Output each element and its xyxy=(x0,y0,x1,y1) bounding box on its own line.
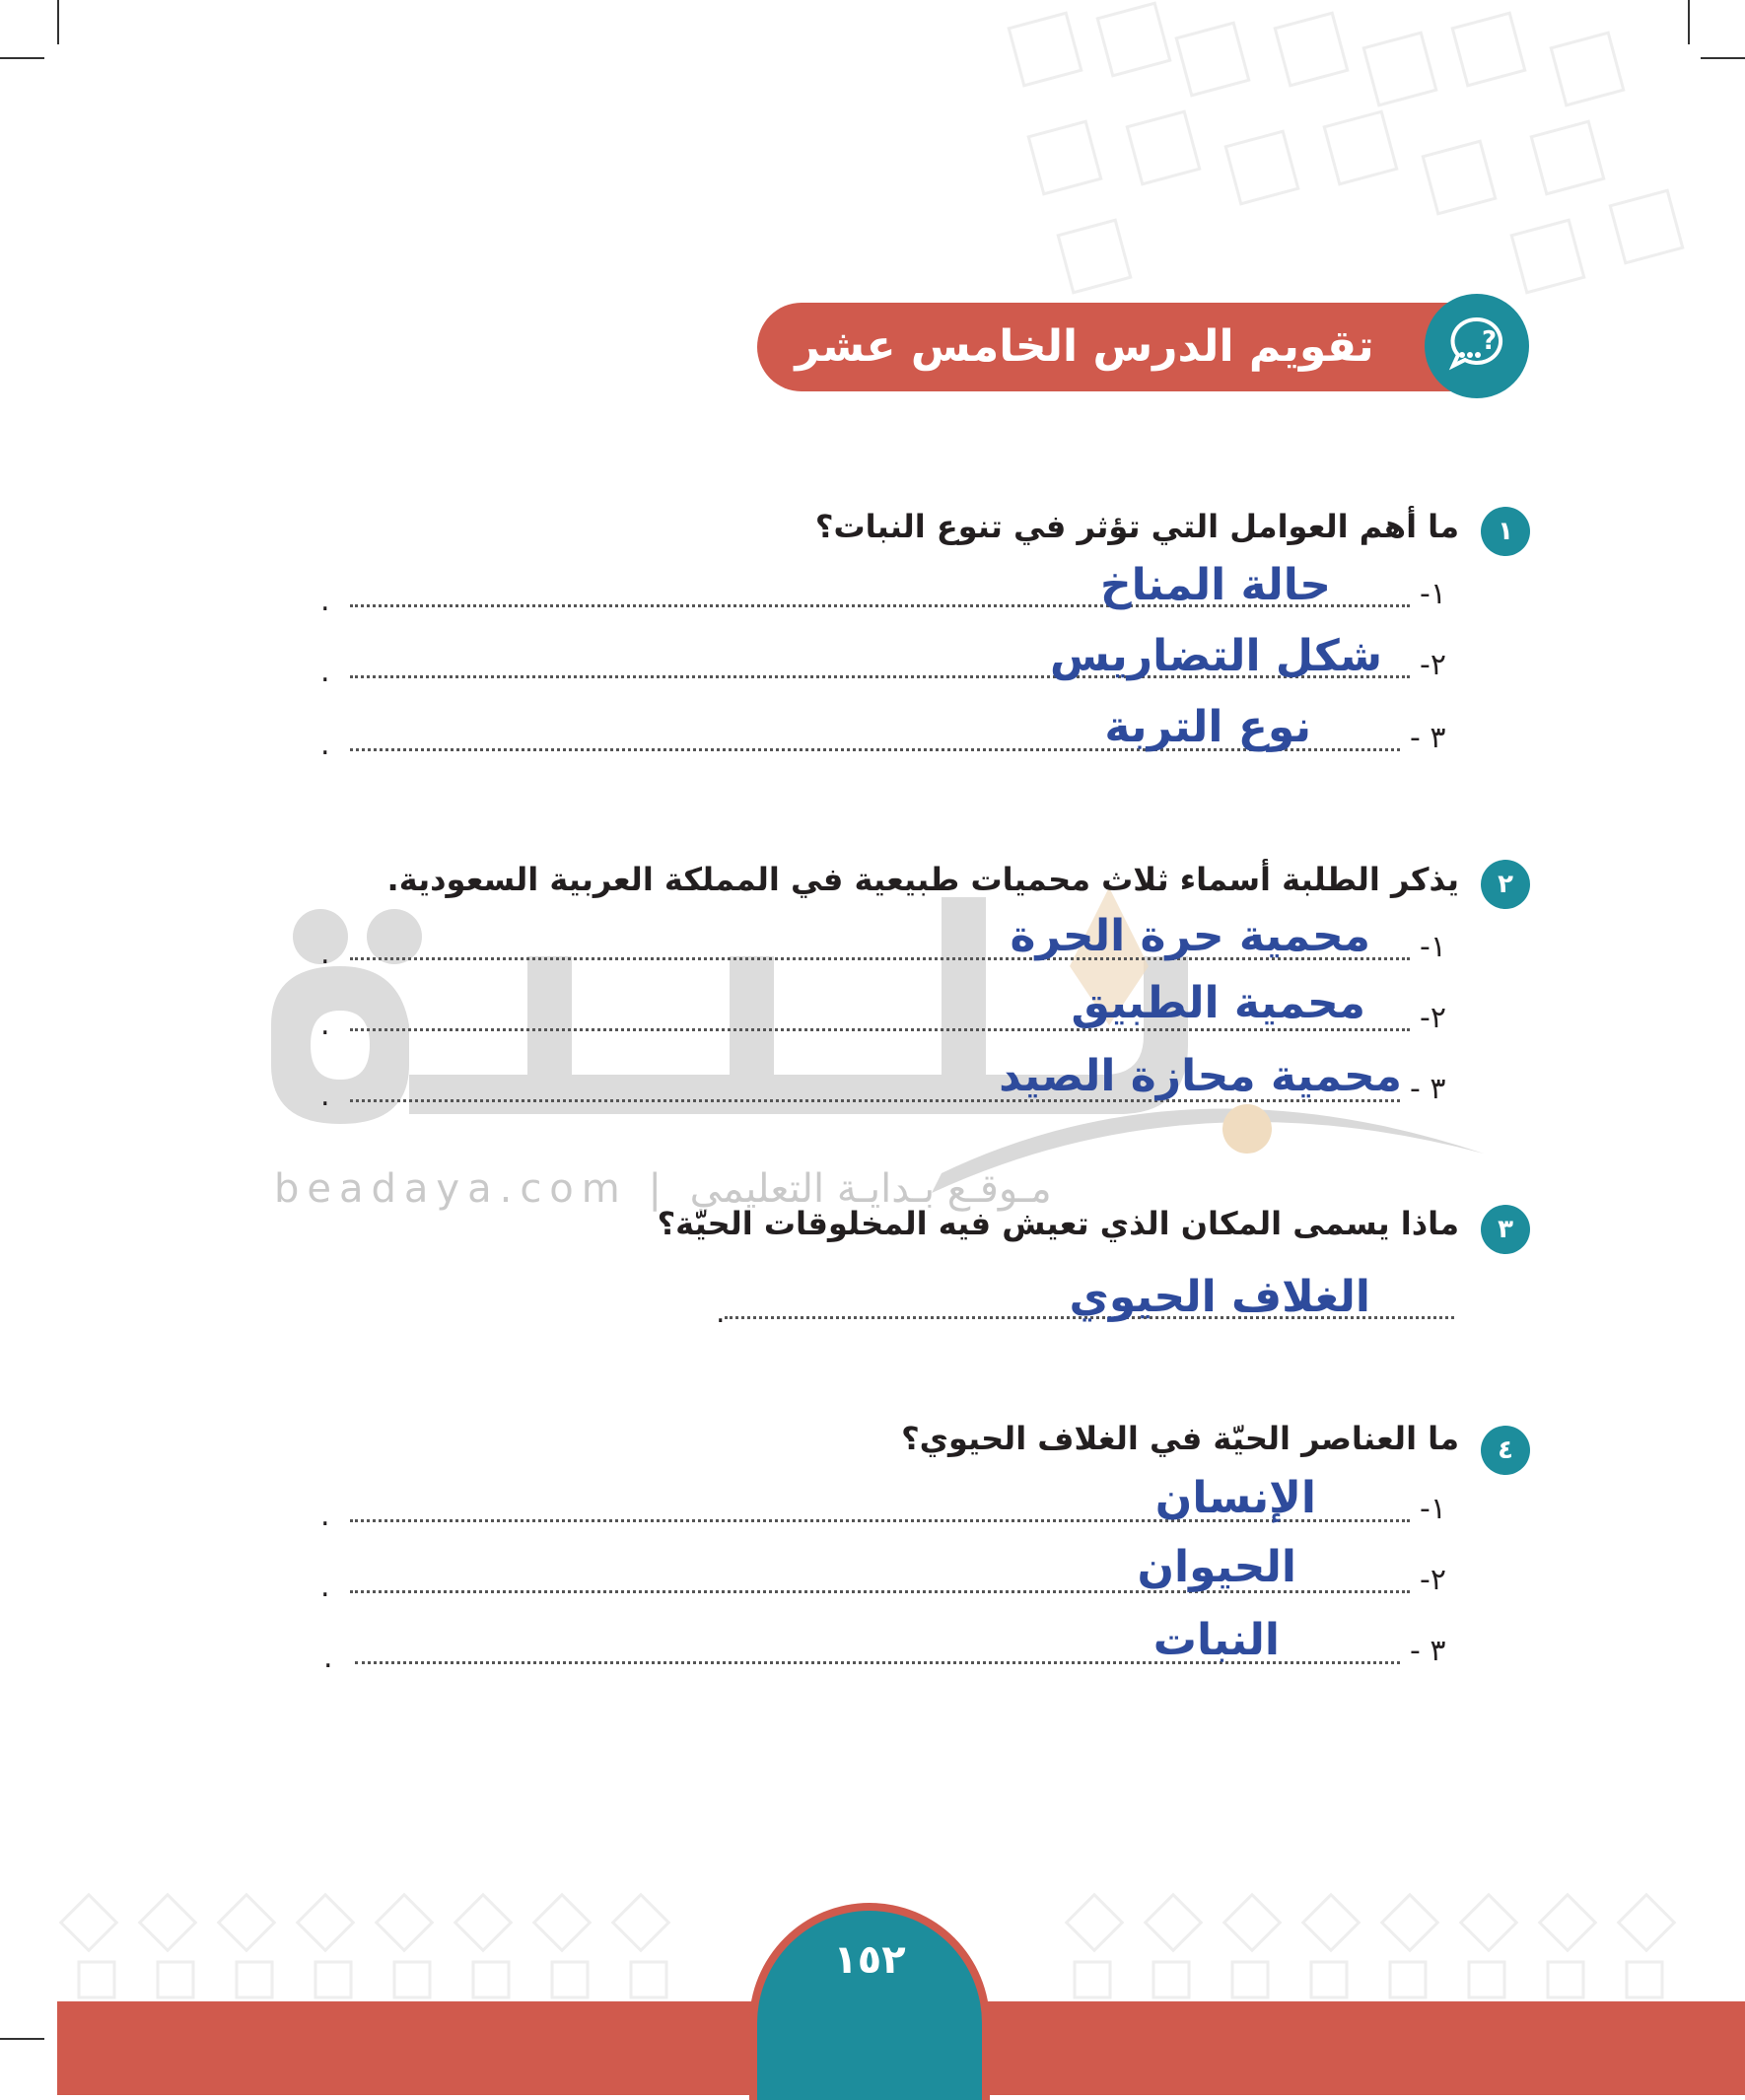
question-text: يذكر الطلبة أسماء ثلاث محميات طبيعية في المملكة العربية السعودية. xyxy=(386,861,1459,898)
item-label: ٢- xyxy=(1420,1001,1446,1035)
question-number: ٤ xyxy=(1481,1426,1530,1475)
question-text: ما العناصر الحيّة في الغلاف الحيوي؟ xyxy=(901,1420,1459,1457)
item-label: ١- xyxy=(1420,577,1446,611)
item-label: ١- xyxy=(1420,930,1446,964)
end-dot: . xyxy=(320,1079,330,1113)
question-text: ما أهم العوامل التي تؤثر في تنوع النبات؟ xyxy=(814,508,1459,545)
item-label: ٢- xyxy=(1420,648,1446,682)
answer-text: النبات xyxy=(1152,1615,1280,1665)
end-dot: . xyxy=(323,1641,333,1675)
item-label: ١- xyxy=(1420,1492,1446,1526)
item-label: ٣ - xyxy=(1410,721,1446,755)
end-dot: . xyxy=(716,1295,726,1330)
question-text: ماذا يسمى المكان الذي تعيش فيه المخلوقات الحيّة؟ xyxy=(657,1205,1459,1242)
end-dot: . xyxy=(320,584,330,618)
end-dot: . xyxy=(320,728,330,762)
end-dot: . xyxy=(320,1008,330,1042)
answer-text: الغلاف الحيوي xyxy=(1069,1272,1370,1322)
answer-text: حالة المناخ xyxy=(1099,560,1331,610)
item-label: ٣ - xyxy=(1410,1634,1446,1668)
end-dot: . xyxy=(320,1499,330,1533)
answer-text: نوع التربة xyxy=(1104,702,1311,752)
end-dot: . xyxy=(320,1570,330,1604)
question-number: ٢ xyxy=(1481,860,1530,909)
question-chat-icon xyxy=(1425,294,1529,398)
answer-text: الإنسان xyxy=(1154,1473,1316,1523)
end-dot: . xyxy=(320,655,330,689)
answer-text: محمية الطبيق xyxy=(1071,978,1365,1028)
page-number: ١٥٢ xyxy=(833,1937,906,1983)
item-label: ٢- xyxy=(1420,1563,1446,1597)
answer-text: محمية حرة الحرة xyxy=(1010,911,1370,961)
answer-line xyxy=(350,1028,1410,1031)
question-number: ٣ xyxy=(1481,1205,1530,1254)
end-dot: . xyxy=(320,937,330,971)
answer-text: شكل التضاريس xyxy=(1050,631,1382,681)
answer-text: الحيوان xyxy=(1137,1542,1296,1592)
watermark-site-text: beadaya.com | مـوقـع بـدايـة التعليمي xyxy=(274,1166,1052,1212)
svg-text:?: ? xyxy=(1482,326,1498,356)
question-number: ١ xyxy=(1481,507,1530,556)
answer-text: محمية محازة الصيد xyxy=(999,1051,1402,1101)
item-label: ٣ - xyxy=(1410,1072,1446,1106)
page-title: تقويم الدرس الخامس عشر xyxy=(795,321,1374,372)
